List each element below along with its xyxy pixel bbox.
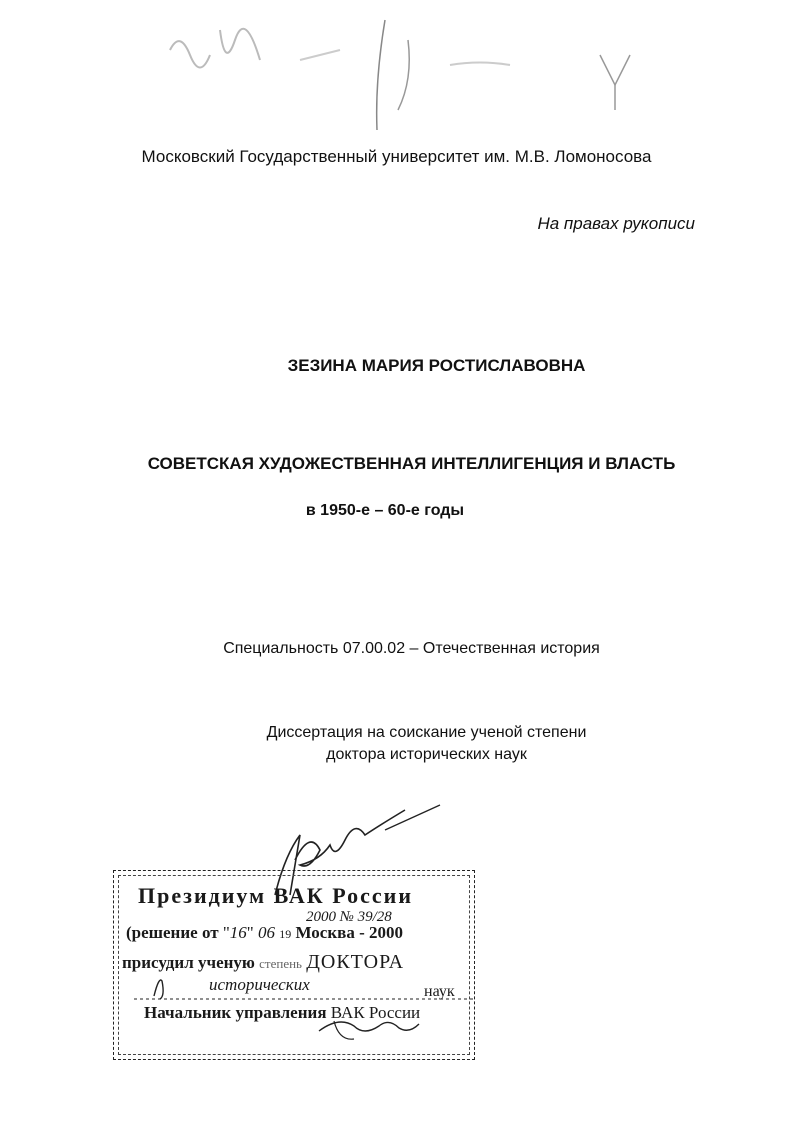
manuscript-rights-note: На правах рукописи bbox=[537, 214, 695, 233]
degree-statement bbox=[30, 722, 793, 766]
author-name: ЗЕЗИНА МАРИЯ РОСТИСЛАВОВНА bbox=[287, 356, 586, 375]
stamp-handwritten-number: № 39/28 bbox=[339, 909, 392, 925]
stamp-date-month: 06 bbox=[257, 923, 275, 942]
stamp-degree-level: ДОКТОРА bbox=[306, 951, 405, 973]
university-name: Московский Государственный университет им. М.В. Ломоносова bbox=[141, 147, 652, 166]
stamp-decision-line: (решение от "16" 06 19 Москва - 2000 bbox=[126, 923, 403, 942]
stamp-handwritten-year: 2000 bbox=[306, 909, 336, 925]
stamp-handwritten-field: исторических bbox=[209, 975, 310, 994]
stamp-presidium-title: Президиум ВАК России bbox=[138, 883, 414, 908]
stamp-head-org: ВАК России bbox=[330, 1003, 421, 1022]
stamp-sciences-word: наук bbox=[424, 983, 455, 1000]
handwritten-archive-mark bbox=[150, 10, 670, 130]
stamp-date-day: 16 bbox=[229, 923, 247, 942]
vak-stamp bbox=[113, 870, 475, 1060]
specialty-line: Специальность 07.00.02 – Отечественная история bbox=[223, 640, 600, 657]
dissertation-subtitle: в 1950-е – 60-е годы bbox=[305, 502, 465, 519]
dissertation-title: СОВЕТСКАЯ ХУДОЖЕСТВЕННАЯ ИНТЕЛЛИГЕНЦИЯ И ВЛАСТЬ bbox=[147, 454, 676, 473]
stamp-degree-word: степень bbox=[259, 956, 302, 971]
stamp-head-title: Начальник управления bbox=[144, 1003, 327, 1022]
stamp-handwriting-strokes bbox=[114, 871, 476, 1061]
degree-statement-line-1: Диссертация на соискание ученой степени bbox=[266, 724, 587, 741]
degree-statement-line-2: доктора исторических наук bbox=[326, 746, 527, 763]
stamp-awarded: присудил ученую bbox=[122, 953, 255, 972]
stamp-year-prefix: 19 bbox=[279, 927, 292, 941]
stamp-decision-prefix: (решение от bbox=[126, 923, 219, 942]
stamp-city-year: Москва - 2000 bbox=[295, 923, 403, 942]
